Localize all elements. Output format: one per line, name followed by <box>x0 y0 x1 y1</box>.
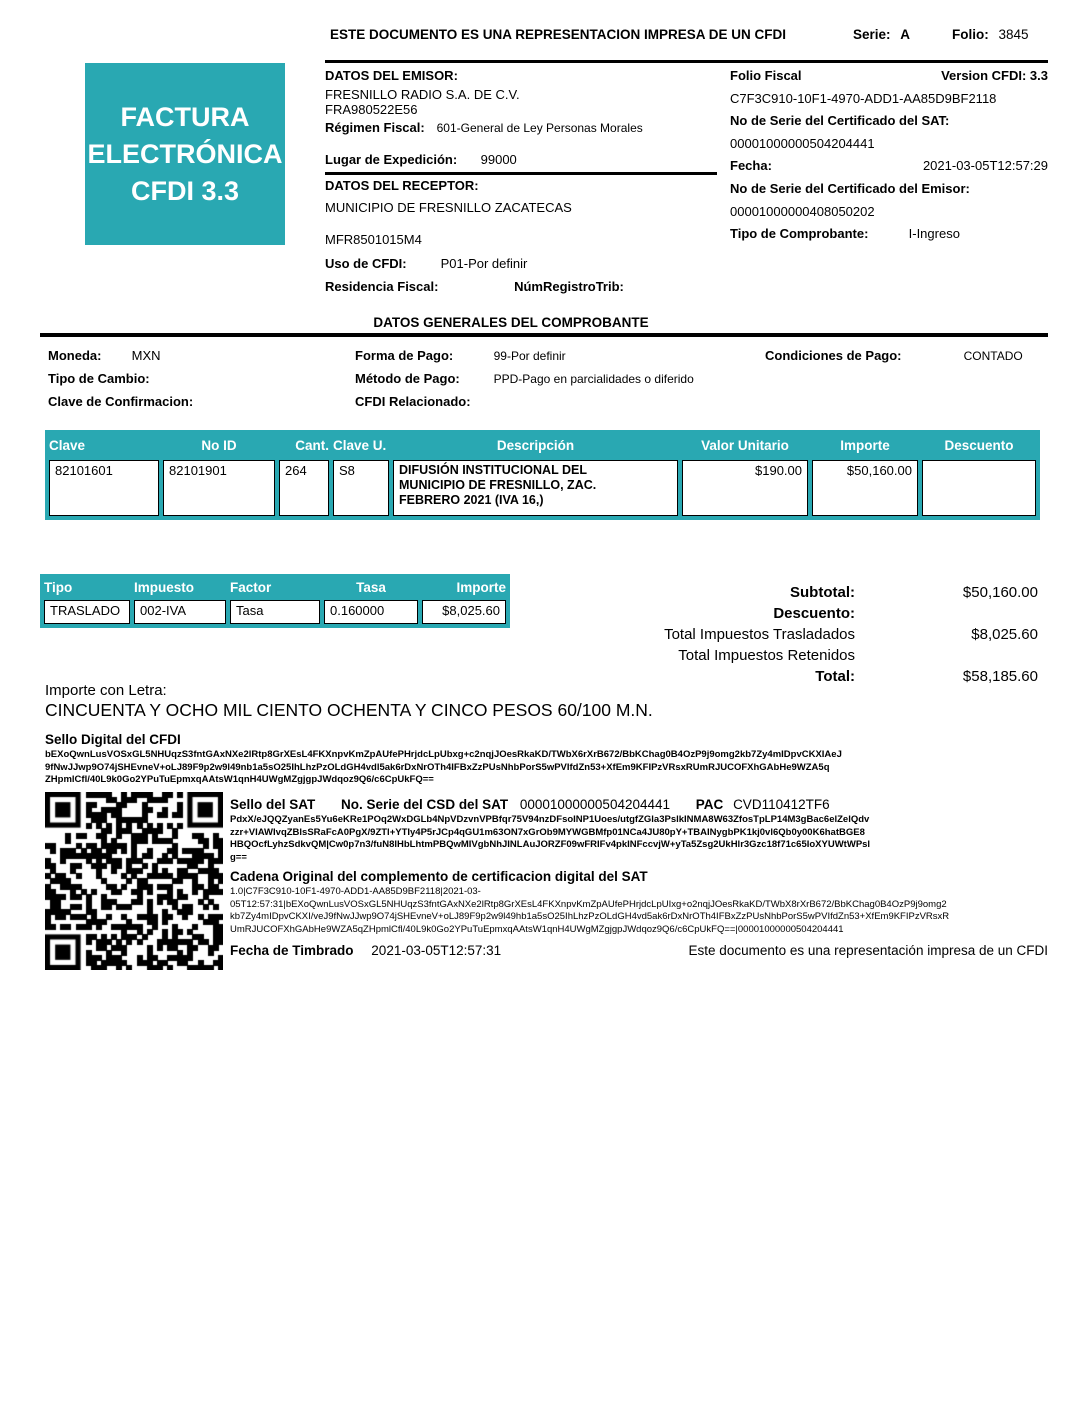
fecha-timbrado-label: Fecha de Timbrado <box>230 943 354 958</box>
descuento-label: Descuento: <box>773 605 855 622</box>
item-no-id: 82101901 <box>163 460 275 516</box>
fecha-timbrado-row <box>230 943 501 958</box>
generales-title: DATOS GENERALES DEL COMPROBANTE <box>373 315 649 330</box>
sello-sat-line1: PdxX/eJQQZyanEs5Yu6eKRe1POq2WxDGLb4NpVDzvnVPBfqr75V94nzDFsoINP1Uoes/utgfZGla3PslkINMA8W63ZfosTpLP14M3gBac6elZelQdv <box>230 814 870 825</box>
divider-top <box>325 60 1048 63</box>
moneda-value: MXN <box>131 348 161 363</box>
fecha-label: Fecha: <box>730 158 772 173</box>
col-tax-importe: Importe <box>456 579 506 595</box>
trasladados-value: $8,025.60 <box>971 626 1038 643</box>
sello-sat-label: Sello del SAT <box>230 797 316 812</box>
subtotal-value: $50,160.00 <box>962 584 1038 601</box>
importe-letra-label: Importe con Letra: <box>45 682 167 699</box>
serie-sat-label: No de Serie del Certificado del SAT: <box>730 113 950 128</box>
badge-line2: ELECTRÓNICA <box>87 138 283 169</box>
folio-field <box>952 27 1029 42</box>
pac-value: CVD110412TF6 <box>733 797 830 812</box>
sello-cfdi-lines <box>45 749 1050 787</box>
sello-cfdi-line3: ZHpmlCfl/40L9k0Go2YPuTuEpmxqAAtsW1qnH4UWgMZgjgpJWdqoz9Q6/c6CpUkFQ== <box>45 774 434 785</box>
items-table <box>45 430 1040 520</box>
tipo-comprobante-label: Tipo de Comprobante: <box>730 226 869 241</box>
tax-impuesto: 002-IVA <box>134 600 226 624</box>
sello-sat-line4: g== <box>230 851 247 863</box>
tipo-cambio-label: Tipo de Cambio: <box>48 371 150 386</box>
sello-sat-lines <box>230 814 1048 864</box>
tax-tasa: 0.160000 <box>324 600 418 624</box>
cadena-original-label: Cadena Original del complemento de certificacion digital del SAT <box>230 869 648 884</box>
col-descripcion: Descripción <box>496 437 575 453</box>
fecha-timbrado-value: 2021-03-05T12:57:31 <box>371 943 502 958</box>
folio-value: 3845 <box>998 27 1029 42</box>
regimen-value: 601-General de Ley Personas Morales <box>436 121 643 135</box>
item-clave-u: S8 <box>333 460 389 516</box>
item-descripcion-line3: FEBRERO 2021 (IVA 16,) <box>399 493 544 507</box>
divider-receptor <box>325 172 717 175</box>
col-tasa: Tasa <box>356 579 386 595</box>
condiciones-pago-label: Condiciones de Pago: <box>765 348 902 363</box>
item-valor-unitario: $190.00 <box>682 460 808 516</box>
folio-fiscal-label: Folio Fiscal <box>730 68 802 83</box>
sello-cfdi-label: Sello Digital del CFDI <box>45 732 181 747</box>
forma-pago-label: Forma de Pago: <box>355 348 454 363</box>
lugar-expedicion-label: Lugar de Expedición: <box>325 152 458 167</box>
pac-label: PAC <box>695 797 724 812</box>
tax-table-header <box>40 574 510 600</box>
fecha-value: 2021-03-05T12:57:29 <box>922 158 1048 173</box>
col-valor-unitario: Valor Unitario <box>701 437 789 453</box>
col-impuesto: Impuesto <box>134 579 195 595</box>
col-descuento: Descuento <box>944 437 1014 453</box>
badge-line1: FACTURA <box>120 101 250 132</box>
sello-sat-line2: zzr+VIAWIvqZBlsSRaFcA0PgX/9ZTl+YTIy4P5rJCp4qGU1m63ON7xGrOb9MYWGBMfp01NCa4JU80pY+TBAINygbPK1kj0vl6Qb0y00K6hatBGE8 <box>230 826 865 838</box>
tax-importe: $8,025.60 <box>422 600 506 624</box>
uso-cfdi-label: Uso de CFDI: <box>325 256 407 271</box>
folio-label: Folio: <box>952 27 989 42</box>
divider-generales <box>40 333 1048 337</box>
csd-sat-value: 00001000000504204441 <box>519 797 671 812</box>
receptor-nombre: MUNICIPIO DE FRESNILLO ZACATECAS <box>325 200 572 215</box>
col-cant: Cant. <box>295 437 329 453</box>
metodo-pago-label: Método de Pago: <box>355 371 460 386</box>
factura-electronica-badge <box>85 63 285 245</box>
item-descripcion-line1: DIFUSIÓN INSTITUCIONAL DEL <box>399 463 587 477</box>
receptor-rfc: MFR8501015M4 <box>325 232 422 247</box>
receptor-section-label: DATOS DEL RECEPTOR: <box>325 178 479 193</box>
col-clave: Clave <box>49 437 86 453</box>
tax-factor: Tasa <box>230 600 320 624</box>
serie-value: A <box>900 27 911 42</box>
moneda-label: Moneda: <box>48 348 102 363</box>
tax-row <box>40 600 510 628</box>
num-registro-trib-label: NúmRegistroTrib: <box>514 279 624 294</box>
item-row <box>45 460 1040 520</box>
sello-sat-line3: HBQOcfLyhzSdkvQM|Cw0p7n3/fuN8lHbLhtmPBQwMIVgbNhJINLAuJORZF09wFRIFv4pkINFccvjW+yTa5Zsg2UkHlr3Gzc18f71c65IoXYUWtWPsl <box>230 839 871 850</box>
col-no-id: No ID <box>201 437 237 453</box>
trasladados-label: Total Impuestos Trasladados <box>664 626 855 643</box>
csd-sat-label: No. Serie del CSD del SAT <box>341 797 509 812</box>
condiciones-pago-value: CONTADO <box>963 349 1023 363</box>
cadena-line2: 05T12:57:31|bEXoQwnLusVOSxGL5NHUqzS3fntGAxNXe2lRtp8GrXEsL4FKXnpvKmZpAUfePHrjdcLpUIxg+o2nqjJOesRkaKD/TWbX8rXrB672/BbKChag0B4OzP9j9omg2 <box>230 898 947 910</box>
representacion-nota: Este documento es una representación impresa de un CFDI <box>688 943 1048 958</box>
qr-code <box>45 792 223 970</box>
serie-label: Serie: <box>853 27 891 42</box>
emisor-section-label: DATOS DEL EMISOR: <box>325 68 458 83</box>
cadena-line4: UmRJUCOFXhGAbHe9WZA5qZHpmlCfl/40L9k0Go2YPuTuEpmxqAAtsW1qnH4UWgMZgjgpJWdqoz9Q6/c6CpUkFQ==|00001000000504204441 <box>230 923 844 935</box>
uso-cfdi-value: P01-Por definir <box>440 256 528 271</box>
serie-emisor-label: No de Serie del Certificado del Emisor: <box>730 181 970 196</box>
badge-line3: CFDI 3.3 <box>130 175 240 206</box>
serie-field <box>853 27 910 42</box>
subtotal-label: Subtotal: <box>790 584 855 601</box>
item-descripcion <box>393 460 678 516</box>
cfdi-relacionado-label: CFDI Relacionado: <box>355 394 471 409</box>
lugar-expedicion-value: 99000 <box>480 152 517 167</box>
forma-pago-value: 99-Por definir <box>493 349 566 363</box>
cadena-original-lines <box>230 886 1048 936</box>
emisor-nombre: FRESNILLO RADIO S.A. DE C.V. <box>325 87 520 102</box>
residencia-fiscal-label: Residencia Fiscal: <box>325 279 439 294</box>
item-cant: 264 <box>279 460 329 516</box>
item-importe: $50,160.00 <box>812 460 918 516</box>
emisor-rfc: FRA980522E56 <box>325 102 418 117</box>
version-cfdi-label: Version CFDI: 3.3 <box>941 68 1048 83</box>
items-table-header <box>45 430 1040 460</box>
item-clave: 82101601 <box>49 460 159 516</box>
sello-sat-row <box>230 797 830 812</box>
tax-tipo: TRASLADO <box>44 600 130 624</box>
serie-sat-value: 00001000000504204441 <box>730 136 875 151</box>
document-title: ESTE DOCUMENTO ES UNA REPRESENTACION IMPRESA DE UN CFDI <box>330 27 787 42</box>
sello-cfdi-line2: 9fNwJJwp9O74jSHEvneV+oLJ89F9p2w9l49nb1a5sO25IhLhzPzOLdGH4vdl5ak6rDxNrOTh4IFBxZzPUsNhbPorS5wPVIfdZn53+XfEm9KFIPzVRsxRUmRJUCOFXhGAbHe9WZA5q <box>45 761 830 773</box>
total-value: $58,185.60 <box>962 668 1038 685</box>
cadena-line3: kb7Zy4mIDpvCKXI/veJ9fNwJJwp9O74jSHEvneV+oLJ89F9p2w9l49hb1a5sO25IhLhzPzOLdGH4vd5ak6rDxNrOTh4IFBxZzPUsNhbPorS5wPVIfdZn53+XfEm9KFIPzVRsxR <box>230 911 950 922</box>
folio-fiscal-value: C7F3C910-10F1-4970-ADD1-AA85D9BF2118 <box>730 91 997 106</box>
tipo-comprobante-value: I-Ingreso <box>908 226 960 241</box>
col-importe: Importe <box>840 437 890 453</box>
regimen-label: Régimen Fiscal: <box>325 120 425 135</box>
sello-cfdi-line1: bEXoQwnLusVOSxGL5NHUqzS3fntGAxNXe2lRtp8GrXEsL4FKXnpvKmZpAUfePHrjdcLpUbxg+c2nqjJOesRkaKD/TWbX6rXrB672/BbKChag0B4OzP9j9omg2kb7Zy4mIDpvCKXIAeJ <box>45 749 842 760</box>
col-factor: Factor <box>230 579 272 595</box>
retenidos-label: Total Impuestos Retenidos <box>678 647 855 664</box>
serie-emisor-value: 00001000000408050202 <box>730 204 875 219</box>
tax-table <box>40 574 510 628</box>
clave-confirmacion-label: Clave de Confirmacion: <box>48 394 194 409</box>
item-descripcion-line2: MUNICIPIO DE FRESNILLO, ZAC. <box>399 478 597 492</box>
metodo-pago-value: PPD-Pago en parcialidades o diferido <box>493 372 694 386</box>
item-descuento <box>922 460 1036 516</box>
cadena-line1: 1.0|C7F3C910-10F1-4970-ADD1-AA85D9BF2118|2021-03- <box>230 886 481 897</box>
col-tipo: Tipo <box>44 579 73 595</box>
col-clave-u: Clave U. <box>333 437 387 453</box>
total-label: Total: <box>815 668 855 685</box>
importe-letra-texto: CINCUENTA Y OCHO MIL CIENTO OCHENTA Y CINCO PESOS 60/100 M.N. <box>45 700 653 720</box>
